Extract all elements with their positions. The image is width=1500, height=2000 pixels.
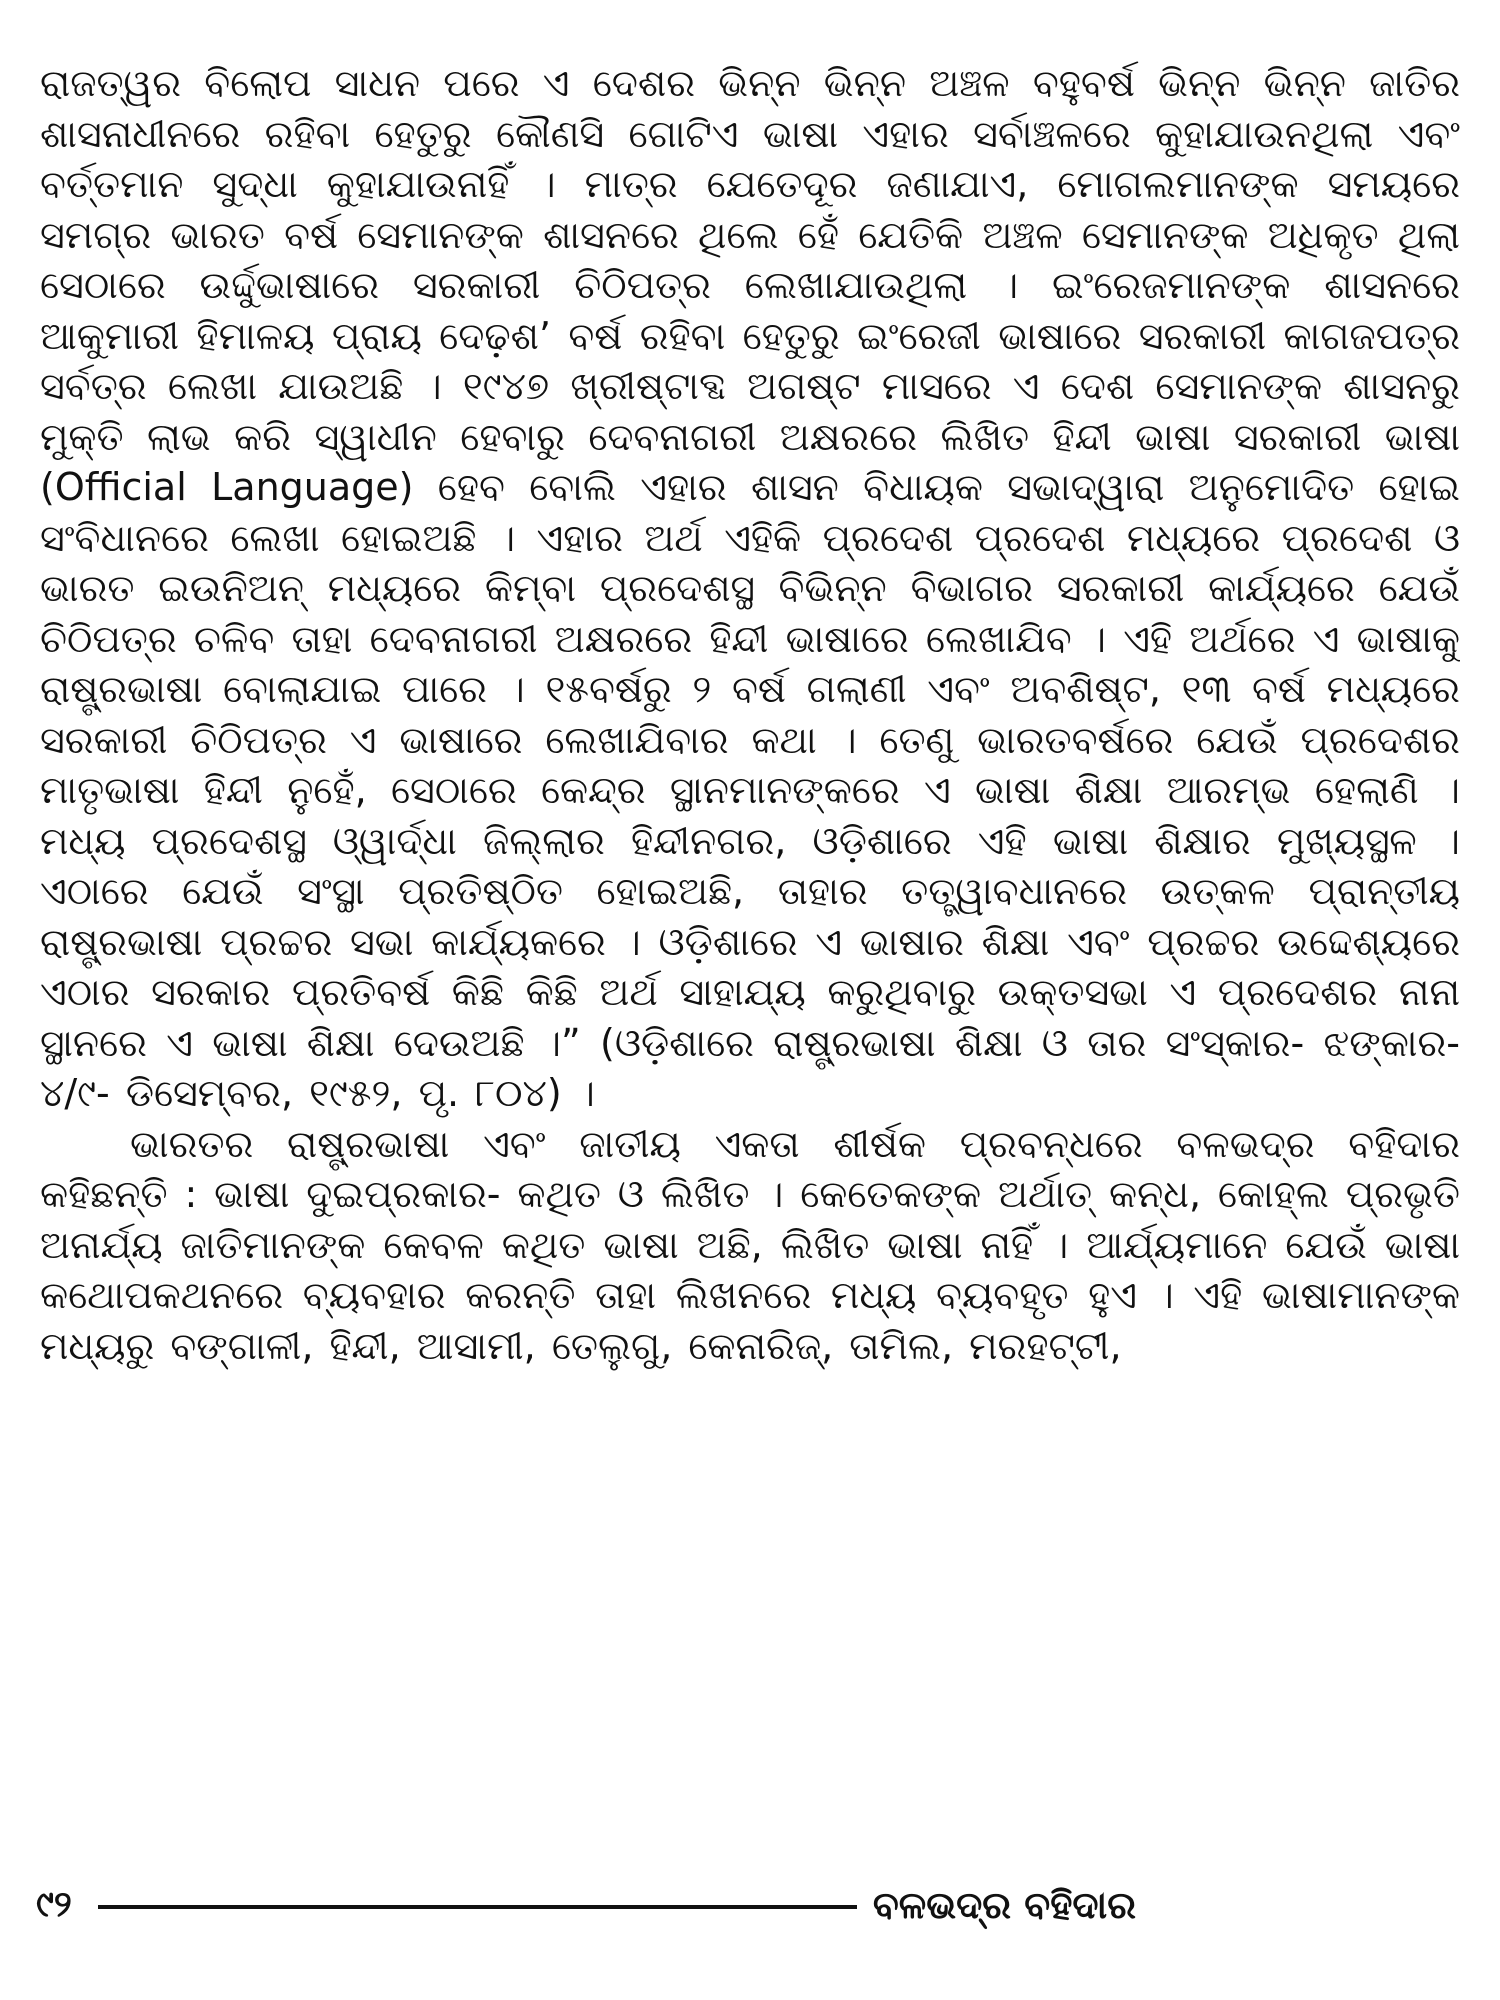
body-text [40,58,1460,1858]
footer-rule [98,1905,857,1909]
page-number: ୯୨ [36,1884,72,1925]
running-title: ବଳଭଦ୍ର ବହିଦାର [872,1882,1136,1927]
paragraph-1: ରାଜତ୍ୱର ବିଲୋପ ସାଧନ ପରେ ଏ ଦେଶର ଭିନ୍ନ ଭିନ୍ନ ଅଞ୍ଚଳ ବହୁବର୍ଷ ଭିନ୍ନ ଭିନ୍ନ ଜାତିର ଶାସନାଧୀନରେ ରହିବା ହେତୁରୁ କୌଣସି ଗୋଟିଏ ଭାଷା ଏହାର ସର୍ବାଞ୍ଚଳରେ କୁହାଯାଉନଥିଲା ଏବଂ ବର୍ତ୍ତମାନ ସୁଦ୍ଧା କୁହାଯାଉନାହିଁ । ମାତ୍ର ଯେତେଦୂର ଜଣାଯାଏ, ମୋଗଲମାନଙ୍କ ସମୟରେ ସମଗ୍ର ଭାରତ ବର୍ଷ ସେମାନଙ୍କ ଶାସନରେ ଥିଲେ ହେଁ ଯେତିକି ଅଞ୍ଚଳ ସେମାନଙ୍କ ଅଧିକୃତ ଥିଲା ସେଠାରେ ଉର୍ଦ୍ଦୁଭାଷାରେ ସରକାରୀ ଚିଠିପତ୍ର ଲେଖାଯାଉଥିଲା । ଇଂରେଜମାନଙ୍କ ଶାସନରେ ଆକୁମାରୀ ହିମାଳୟ ପ୍ରାୟ ଦେଢ଼ଶ’ ବର୍ଷ ରହିବା ହେତୁରୁ ଇଂରେଜୀ ଭାଷାରେ ସରକାରୀ କାଗଜପତ୍ର ସର୍ବତ୍ର ଲେଖା ଯାଉଅଛି । ୧୯୪୭ ଖ୍ରୀଷ୍ଟାବ୍ଦ ଅଗଷ୍ଟ ମାସରେ ଏ ଦେଶ ସେମାନଙ୍କ ଶାସନରୁ ମୁକ୍ତି ଲାଭ କରି ସ୍ୱାଧୀନ ହେବାରୁ ଦେବନାଗରୀ ଅକ୍ଷରରେ ଲିଖିତ ହିନ୍ଦୀ ଭାଷା ସରକାରୀ ଭାଷା (Official Language) ହେବ ବୋଲି ଏହାର ଶାସନ ବିଧାୟକ ସଭାଦ୍ୱାରା ଅନୁମୋଦିତ ହୋଇ ସଂବିଧାନରେ ଲେଖା ହୋଇଅଛି । ଏହାର ଅର୍ଥ ଏହିକି ପ୍ରଦେଶ ପ୍ରଦେଶ ମଧ୍ୟରେ ପ୍ରଦେଶ ଓ ଭାରତ ଇଉନିଅନ୍ ମଧ୍ୟରେ କିମ୍ବା ପ୍ରଦେଶସ୍ଥ ବିଭିନ୍ନ ବିଭାଗର ସରକାରୀ କାର୍ଯ୍ୟରେ ଯେଉଁ ଚିଠିପତ୍ର ଚଳିବ ତାହା ଦେବନାଗରୀ ଅକ୍ଷରରେ ହିନ୍ଦୀ ଭାଷାରେ ଲେଖାଯିବ । ଏହି ଅର୍ଥରେ ଏ ଭାଷାକୁ ରାଷ୍ଟ୍ରଭାଷା ବୋଲାଯାଇ ପାରେ । ୧୫ବର୍ଷରୁ ୨ ବର୍ଷ ଗଲାଣୀ ଏବଂ ଅବଶିଷ୍ଟ, ୧୩ ବର୍ଷ ମଧ୍ୟରେ ସରକାରୀ ଚିଠିପତ୍ର ଏ ଭାଷାରେ ଲେଖାଯିବାର କଥା । ତେଣୁ ଭାରତବର୍ଷରେ ଯେଉଁ ପ୍ରଦେଶର ମାତୃଭାଷା ହିନ୍ଦୀ ନୁହେଁ, ସେଠାରେ କେନ୍ଦ୍ର ସ୍ଥାନମାନଙ୍କରେ ଏ ଭାଷା ଶିକ୍ଷା ଆରମ୍ଭ ହେଲାଣି । ମଧ୍ୟ ପ୍ରଦେଶସ୍ଥ ଓ୍ୱାର୍ଦ୍ଧା ଜିଲ୍ଲାର ହିନ୍ଦୀନଗର, ଓଡ଼ିଶାରେ ଏହି ଭାଷା ଶିକ୍ଷାର ମୁଖ୍ୟସ୍ଥଳ । ଏଠାରେ ଯେଉଁ ସଂସ୍ଥା ପ୍ରତିଷ୍ଠିତ ହୋଇଅଛି, ତାହାର ତତ୍ତ୍ୱାବଧାନରେ ଉତ୍କଳ ପ୍ରାନ୍ତୀୟ ରାଷ୍ଟ୍ରଭାଷା ପ୍ରଚ୍ଚର ସଭା କାର୍ଯ୍ୟକରେ । ଓଡ଼ିଶାରେ ଏ ଭାଷାର ଶିକ୍ଷା ଏବଂ ପ୍ରଚ୍ଚର ଉଦ୍ଦେଶ୍ୟରେ ଏଠାର ସରକାର ପ୍ରତିବର୍ଷ କିଛି କିଛି ଅର୍ଥ ସାହାଯ୍ୟ କରୁଥିବାରୁ ଉକ୍ତସଭା ଏ ପ୍ରଦେଶର ନାନା ସ୍ଥାନରେ ଏ ଭାଷା ଶିକ୍ଷା ଦେଉଅଛି ।” (ଓଡ଼ିଶାରେ ରାଷ୍ଟ୍ରଭାଷା ଶିକ୍ଷା ଓ ତାର ସଂସ୍କାର- ଝଙ୍କାର- ୪/୯- ଡିସେମ୍ବର, ୧୯୫୨, ପୃ. ୮୦୪) । [40,61,1460,1115]
page-footer [36,1880,1136,1930]
paragraph-2: ଭାରତର ରାଷ୍ଟ୍ରଭାଷା ଏବଂ ଜାତୀୟ ଏକତା ଶୀର୍ଷକ ପ୍ରବନ୍ଧରେ ବଳଭଦ୍ର ବହିଦାର କହିଛନ୍ତି : ଭାଷା ଦୁଇପ୍ରକାର- କଥିତ ଓ ଲିଖିତ । କେତେକଙ୍କ ଅର୍ଥାତ୍ କନ୍ଧ, କୋହ୍ଲ ପ୍ରଭୃତି ଅନାର୍ଯ୍ୟ ଜାତିମାନଙ୍କ କେବଳ କଥିତ ଭାଷା ଅଛି, ଲିଖିତ ଭାଷା ନାହିଁ । ଆର୍ଯ୍ୟମାନେ ଯେଉଁ ଭାଷା କଥୋପକଥନରେ ବ୍ୟବହାର କରନ୍ତି ତାହା ଲିଖନରେ ମଧ୍ୟ ବ୍ୟବହୃତ ହୁଏ । ଏହି ଭାଷାମାନଙ୍କ ମଧ୍ୟରୁ ବଙ୍ଗାଳୀ, ହିନ୍ଦୀ, ଆସାମୀ, ତେଲୁଗୁ, କେନାରିଜ୍, ତାମିଲ, ମରହଟ୍ଟୀ, [40,1121,1460,1368]
